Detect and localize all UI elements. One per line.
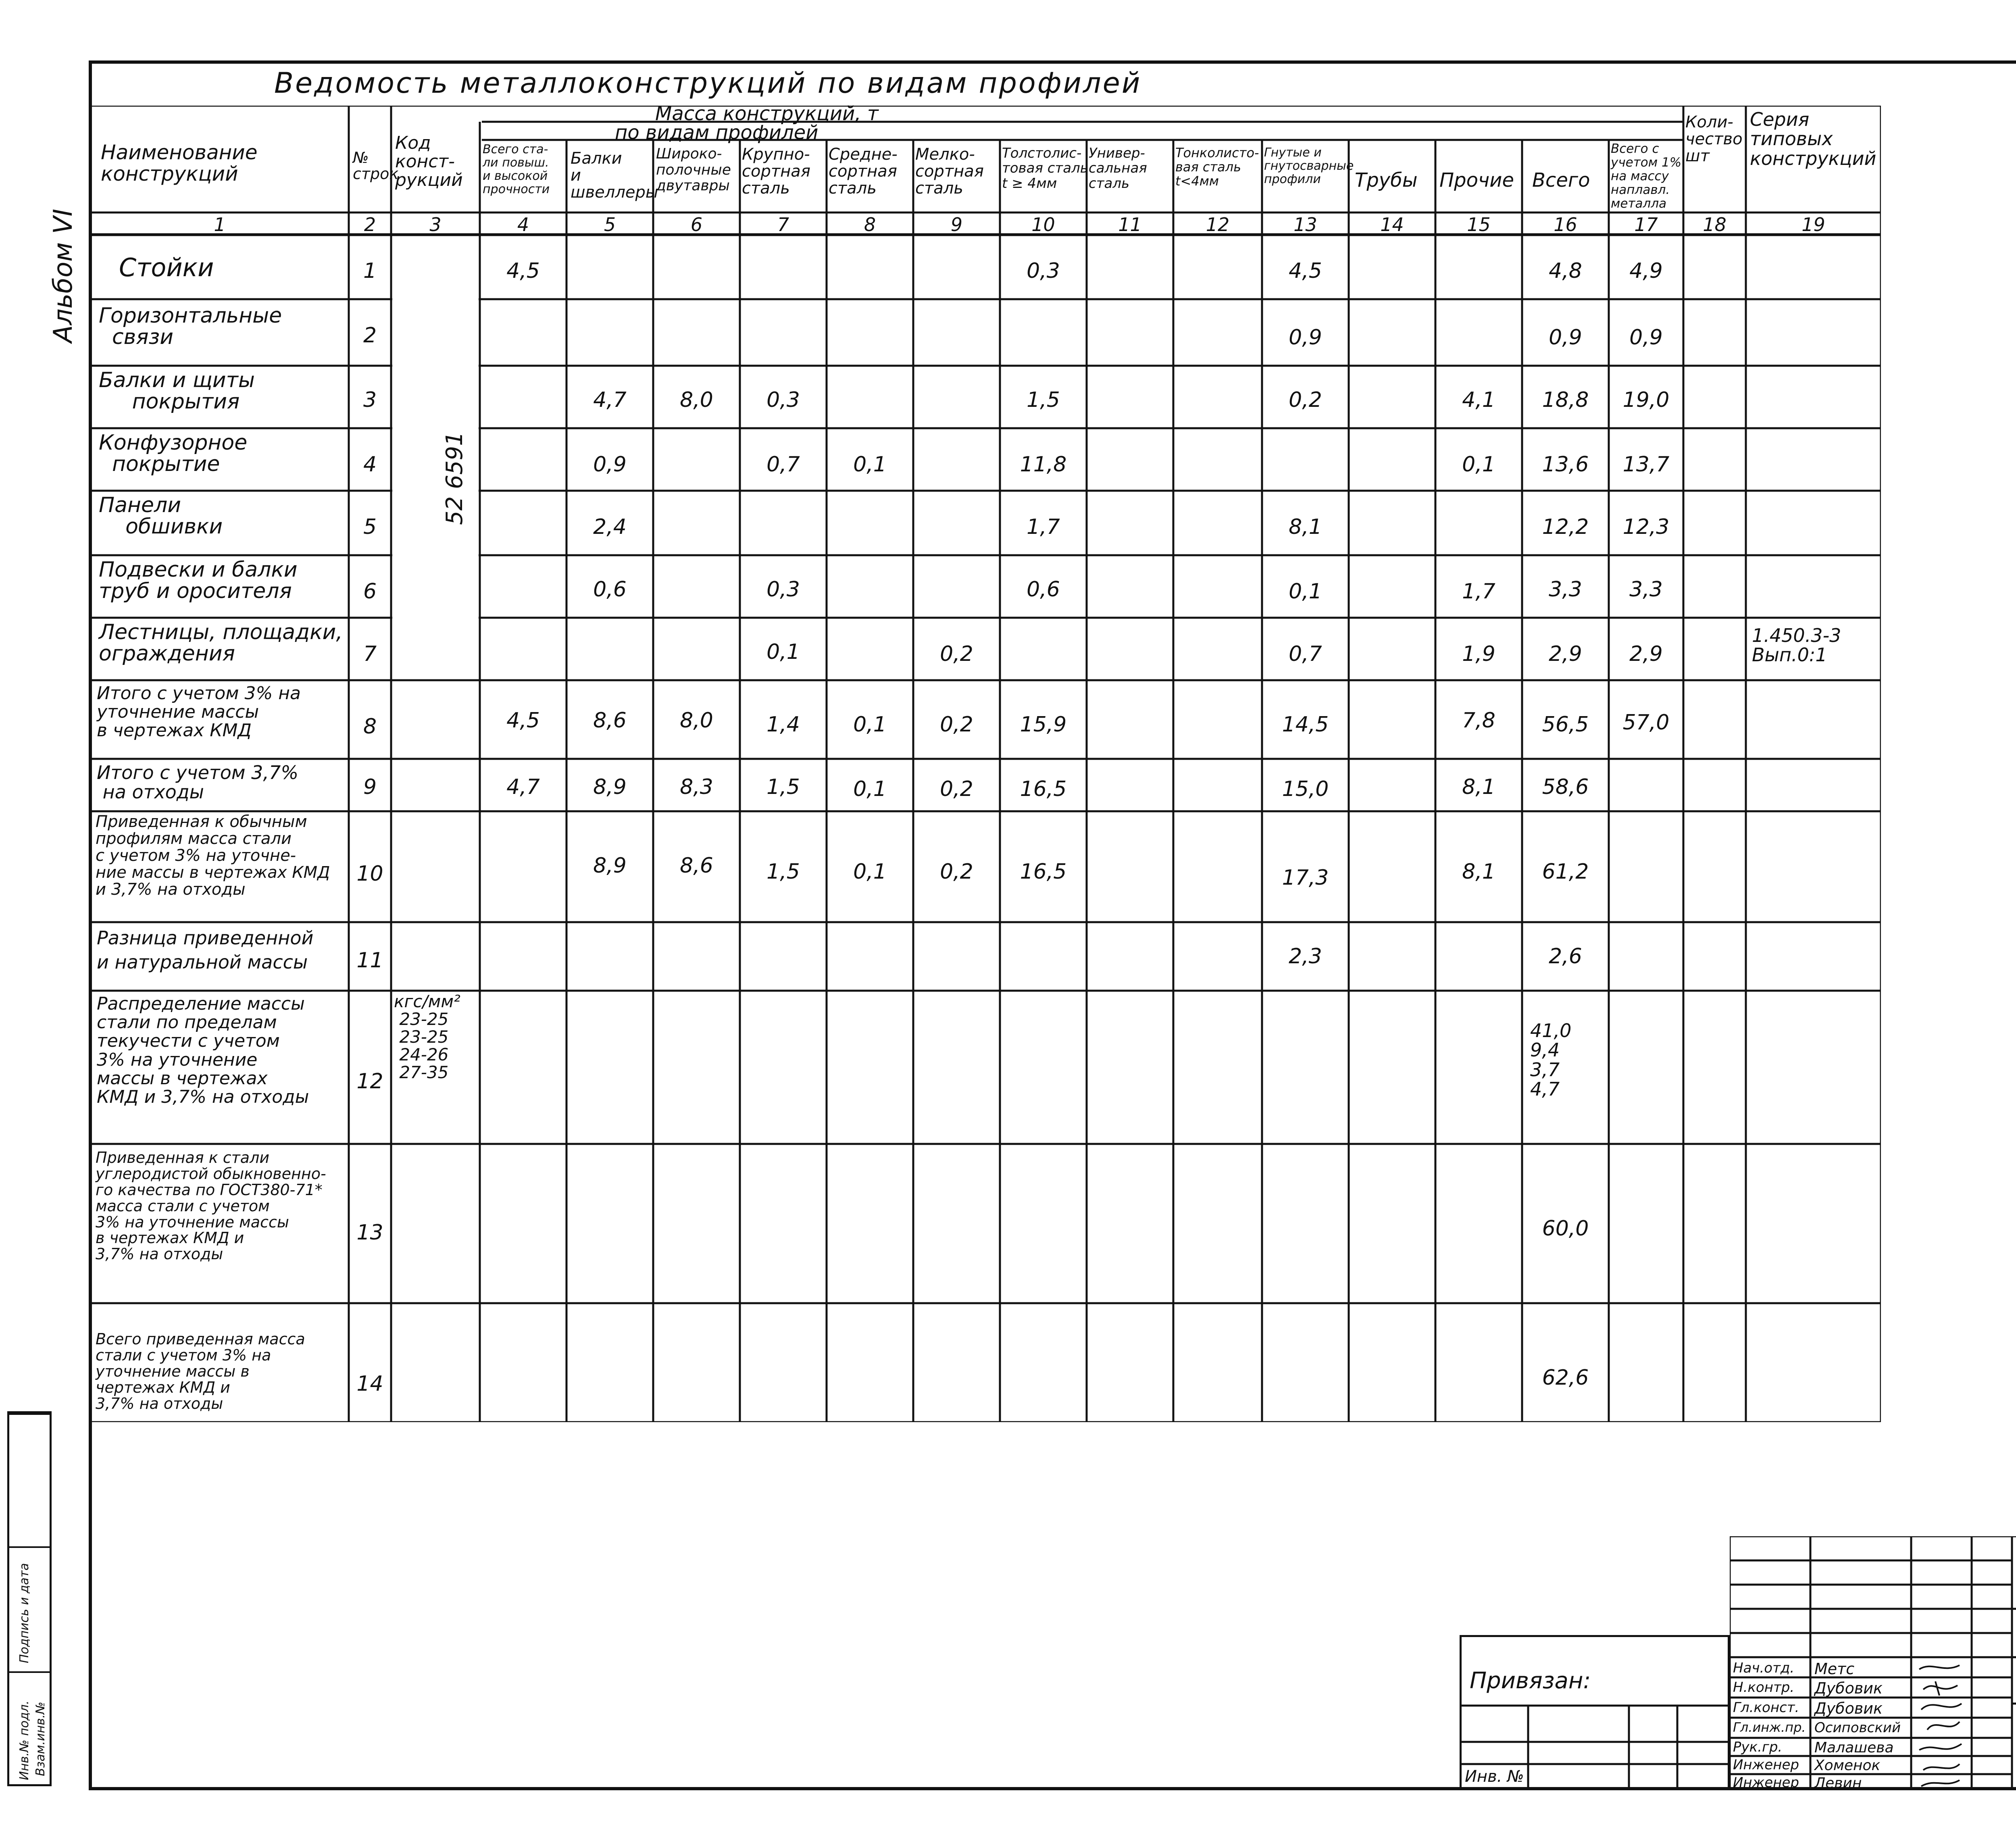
header-total: Всего xyxy=(1532,169,1590,192)
cell-c5: 8,9 xyxy=(593,775,627,799)
colnum-18: 18 xyxy=(1703,214,1727,235)
cell-c16: 41,0 9,4 3,7 4,7 xyxy=(1530,1020,1572,1100)
cell-c6: 8,0 xyxy=(680,708,713,733)
colnum-2: 2 xyxy=(364,214,376,235)
colnum-9: 9 xyxy=(950,214,963,235)
cell-c16: 56,5 xyxy=(1542,712,1589,737)
cell-c7: 0,3 xyxy=(766,388,800,412)
colnum-13: 13 xyxy=(1293,214,1317,235)
colnum-7: 7 xyxy=(777,214,789,235)
cell-c17: 57,0 xyxy=(1622,710,1670,735)
row-name: Панели обшивки xyxy=(99,493,223,539)
colnum-5: 5 xyxy=(604,214,616,235)
cell-c13: 0,7 xyxy=(1289,642,1322,666)
colnum-15: 15 xyxy=(1467,214,1491,235)
cell-c16: 18,8 xyxy=(1542,388,1589,412)
cell-c8: 0,1 xyxy=(853,860,887,884)
cell-c16: 2,9 xyxy=(1549,642,1582,666)
cell-c15: 1,7 xyxy=(1462,579,1495,604)
cell-c17: 12,3 xyxy=(1622,515,1670,539)
side-stamp-inv: Инв.№ подл. xyxy=(17,1700,31,1780)
row-name: Балки и щиты покрытия xyxy=(99,368,255,414)
cell-c10: 11,8 xyxy=(1020,452,1067,477)
colnum-12: 12 xyxy=(1206,214,1230,235)
cell-c7: 0,7 xyxy=(766,452,800,477)
cell-c13: 0,2 xyxy=(1289,388,1322,412)
cell-c16: 2,6 xyxy=(1549,944,1582,969)
row-name: Горизонтальные связи xyxy=(99,304,282,350)
name-2: Дубовик xyxy=(1814,1679,1883,1697)
role-2: Н.контр. xyxy=(1733,1679,1795,1696)
header-mass-title: Масса конструкций, т xyxy=(655,102,879,125)
cell-c10: 0,6 xyxy=(1027,577,1060,602)
cell-c10: 0,3 xyxy=(1027,259,1060,283)
cell-c15: 8,1 xyxy=(1462,775,1495,799)
row-name: Разница приведенной и натуральной массы xyxy=(97,927,314,973)
row-name: Всего приведенная масса стали с учетом 3% на уточнение массы в чертежах КМД и 3,7% на отходы xyxy=(96,1330,305,1412)
cell-c10: 15,9 xyxy=(1020,712,1067,737)
cell-c5: 2,4 xyxy=(593,515,627,539)
row-name: Распределение массы стали по пределам текучести с учетом 3% на уточнение массы в чертежах КМД и 3,7% на отходы xyxy=(97,994,309,1107)
role-6: Инженер xyxy=(1733,1757,1799,1773)
row-no: 6 xyxy=(363,579,377,604)
cell-c13: 14,5 xyxy=(1282,712,1329,737)
cell-c15: 0,1 xyxy=(1462,452,1495,477)
cell-c7: 0,1 xyxy=(766,640,800,664)
cell-c16: 62,6 xyxy=(1542,1366,1589,1390)
binding-label: Привязан: xyxy=(1470,1668,1591,1694)
row-no: 8 xyxy=(363,714,377,739)
header-small: Мелко- сортная сталь xyxy=(915,145,984,198)
header-wide: Широко- полочные двутавры xyxy=(656,146,731,194)
cell-c13: 0,9 xyxy=(1289,325,1322,350)
header-series: Серия типовых конструкций xyxy=(1750,108,1876,169)
row-no: 1 xyxy=(363,259,377,283)
row-no: 5 xyxy=(363,515,377,539)
cell-c5: 8,9 xyxy=(593,854,627,878)
row-no: 10 xyxy=(356,862,383,886)
row-no: 14 xyxy=(356,1372,383,1396)
header-universal: Универ- сальная сталь xyxy=(1089,145,1147,192)
cell-c10: 16,5 xyxy=(1020,860,1067,884)
header-mass-subtitle: по видам профилей xyxy=(615,121,818,144)
cell-c7: 1,5 xyxy=(766,775,800,799)
cell-c15: 4,1 xyxy=(1462,388,1495,412)
row-no: 3 xyxy=(363,388,377,412)
cell-c5: 4,7 xyxy=(593,388,627,412)
cell-c8: 0,1 xyxy=(853,712,887,737)
row-no: 2 xyxy=(363,323,377,348)
cell-c4: 4,7 xyxy=(506,775,540,799)
header-pipes: Трубы xyxy=(1355,169,1418,192)
name-7: Левин xyxy=(1814,1775,1862,1791)
header-bent: Гнутые и гнутосварные профили xyxy=(1264,146,1354,186)
cell-c5: 0,6 xyxy=(593,577,627,602)
name-3: Дубовик xyxy=(1814,1700,1883,1717)
row-no: 7 xyxy=(363,642,377,666)
name-6: Хоменок xyxy=(1814,1757,1881,1774)
row-name: Конфузорное покрытие xyxy=(99,431,248,477)
role-5: Рук.гр. xyxy=(1733,1739,1783,1755)
cell-c15: 7,8 xyxy=(1462,708,1495,733)
cell-c13: 0,1 xyxy=(1289,579,1322,604)
cell-c7: 1,5 xyxy=(766,860,800,884)
cell-c6: 8,0 xyxy=(680,388,713,412)
row-name: Подвески и балки труб и оросителя xyxy=(99,558,298,604)
cell-c5: 0,9 xyxy=(593,452,627,477)
cell-c13: 2,3 xyxy=(1289,944,1322,969)
name-1: Метс xyxy=(1814,1660,1855,1678)
header-other: Прочие xyxy=(1439,169,1514,192)
cell-c4: 4,5 xyxy=(506,259,540,283)
header-beams: Балки и швеллеры xyxy=(571,149,658,202)
header-row-no: № строк xyxy=(353,149,399,183)
inv-label: Инв. № xyxy=(1465,1767,1524,1786)
cell-c8: 0,1 xyxy=(853,452,887,477)
cell-c6: 8,3 xyxy=(680,775,713,799)
header-qty: Коли- чество шт xyxy=(1685,113,1743,165)
colnum-14: 14 xyxy=(1380,214,1404,235)
cell-c6: 8,6 xyxy=(680,854,713,878)
row-no: 9 xyxy=(363,775,377,799)
row-no: 13 xyxy=(356,1221,383,1245)
colnum-1: 1 xyxy=(214,214,226,235)
cell-c15: 1,9 xyxy=(1462,642,1495,666)
cell-c17: 13,7 xyxy=(1622,452,1670,477)
name-5: Малашева xyxy=(1814,1739,1894,1756)
name-4: Осиповский xyxy=(1814,1720,1901,1736)
header-code: Код конст- рукций xyxy=(395,133,463,191)
cell-c7: 0,3 xyxy=(766,577,800,602)
cell-c10: 1,5 xyxy=(1027,388,1060,412)
cell-yield-ranges: кгс/мм² 23-25 23-25 24-26 27-35 xyxy=(394,991,460,1083)
cell-c9: 0,2 xyxy=(940,642,973,666)
profiles-table xyxy=(91,102,1881,1422)
cell-c9: 0,2 xyxy=(940,777,973,801)
cell-c17: 2,9 xyxy=(1629,642,1663,666)
document-title: Ведомость металлоконструкций по видам профилей xyxy=(274,67,1142,100)
colnum-10: 10 xyxy=(1031,214,1055,235)
row-name: Итого с учетом 3% на уточнение массы в чертежах КМД xyxy=(97,683,301,741)
cell-c16: 0,9 xyxy=(1549,325,1582,350)
header-total-1pct: Всего с учетом 1% на массу наплавл. металла xyxy=(1611,142,1682,211)
side-stamp xyxy=(7,1411,52,1786)
title-block xyxy=(1730,1536,2016,1790)
role-4: Гл.инж.пр. xyxy=(1733,1720,1806,1735)
cell-c15: 8,1 xyxy=(1462,860,1495,884)
row-name: Приведенная к стали углеродистой обыкновенно- го качества по ГОСТ380-71* масса стали с учетом 3% на уточнение массы в чертежах КМД и 3,7% на отходы xyxy=(96,1149,326,1263)
role-7: Инженер xyxy=(1733,1775,1799,1791)
role-3: Гл.конст. xyxy=(1733,1700,1799,1716)
cell-c16: 58,6 xyxy=(1542,775,1589,799)
cell-c13: 8,1 xyxy=(1289,515,1322,539)
cell-c17: 19,0 xyxy=(1622,388,1670,412)
header-large: Крупно- сортная сталь xyxy=(742,145,810,198)
header-thin-sheet: Тонколисто- вая сталь t<4мм xyxy=(1175,145,1259,189)
cell-c16: 4,8 xyxy=(1549,259,1582,283)
cell-c8: 0,1 xyxy=(853,777,887,801)
side-stamp-sign: Подпись и дата xyxy=(17,1563,31,1663)
colnum-19: 19 xyxy=(1801,214,1825,235)
header-thick-sheet: Толстолис- товая сталь t ≥ 4мм xyxy=(1002,145,1088,192)
colnum-3: 3 xyxy=(429,214,442,235)
cell-c13: 17,3 xyxy=(1282,866,1329,890)
cell-c16: 60,0 xyxy=(1542,1216,1589,1241)
cell-c10: 16,5 xyxy=(1020,777,1067,801)
album-label: Альбом VI xyxy=(48,208,78,343)
colnum-17: 17 xyxy=(1634,214,1658,235)
role-1: Нач.отд. xyxy=(1733,1660,1795,1676)
signatures xyxy=(1911,1657,1972,1790)
row-no: 12 xyxy=(356,1069,383,1094)
row-name: Итого с учетом 3,7% на отходы xyxy=(97,762,299,803)
cell-c17: 3,3 xyxy=(1629,577,1663,602)
cell-series: 1.450.3-3 Вып.0:1 xyxy=(1752,625,1841,666)
row-no: 11 xyxy=(356,948,383,973)
header-name: Наименование конструкций xyxy=(101,141,258,185)
cell-c17: 4,9 xyxy=(1629,259,1663,283)
cell-c9: 0,2 xyxy=(940,860,973,884)
cell-c9: 0,2 xyxy=(940,712,973,737)
side-stamp-replace: Взам.инв.№ xyxy=(33,1702,48,1776)
cell-c7: 1,4 xyxy=(766,712,800,737)
colnum-4: 4 xyxy=(517,214,529,235)
row-name: Стойки xyxy=(119,253,214,282)
colnum-11: 11 xyxy=(1118,214,1142,235)
cell-c4: 4,5 xyxy=(506,708,540,733)
cell-c16: 3,3 xyxy=(1549,577,1582,602)
cell-c17: 0,9 xyxy=(1629,325,1663,350)
binding-block xyxy=(1460,1635,1730,1790)
row-name: Приведенная к обычным профилям масса стали с учетом 3% на уточне- ние массы в чертежах КМД и 3,7% на отходы xyxy=(96,812,330,899)
code-value: 52 6591 xyxy=(442,431,468,525)
row-name: Лестницы, площадки, ограждения xyxy=(99,620,343,666)
cell-c10: 1,7 xyxy=(1027,515,1060,539)
cell-c16: 61,2 xyxy=(1542,860,1589,884)
header-total-steel: Всего ста- ли повыш. и высокой прочности xyxy=(483,142,550,196)
header-medium: Средне- сортная сталь xyxy=(829,145,898,198)
colnum-8: 8 xyxy=(864,214,876,235)
cell-c16: 12,2 xyxy=(1542,515,1589,539)
cell-c5: 8,6 xyxy=(593,708,627,733)
cell-c13: 4,5 xyxy=(1289,259,1322,283)
cell-c16: 13,6 xyxy=(1542,452,1589,477)
colnum-16: 16 xyxy=(1554,214,1577,235)
colnum-6: 6 xyxy=(690,214,703,235)
cell-c13: 15,0 xyxy=(1282,777,1329,801)
row-no: 4 xyxy=(363,452,377,477)
